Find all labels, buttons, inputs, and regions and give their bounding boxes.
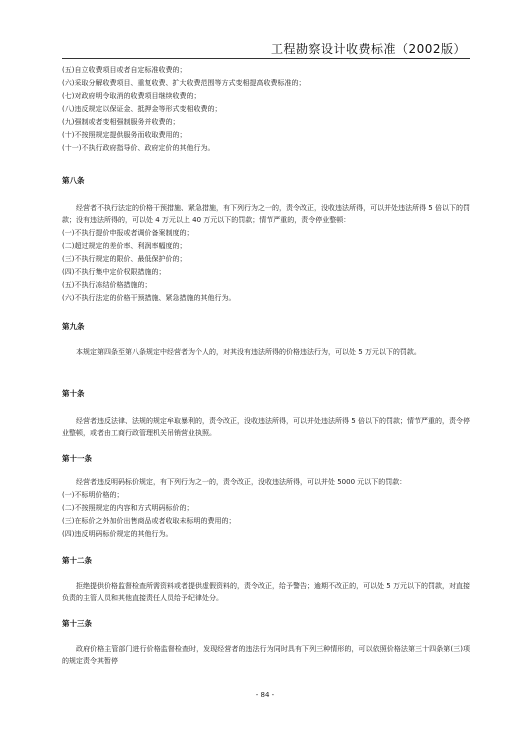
article-9-title: 第九条 — [62, 322, 85, 331]
list-item: (一)不标明价格的； — [62, 491, 124, 499]
list-item: (九)强制或者变相强制服务并收费的； — [62, 118, 180, 126]
list-item: (二)超过规定的差价率、利润率幅度的； — [62, 242, 187, 250]
article-8-text: 经营者不执行法定的价格干预措施、紧急措施，有下列行为之一的，责令改正，没收违法所得，可以并处违法所得 5 倍以下的罚款；没有违法所得的，可以处 4 万元以上 40 万元以下的罚款；情节严重的，责令停业整顿： — [62, 204, 470, 224]
list-item: (三)在标价之外加价出售商品或者收取未标明的费用的； — [62, 517, 236, 525]
article-13-text: 政府价格主管部门进行价格监督检查时，发现经营者的违法行为同时具有下列三种情形的，可以依照价格法第三十四条第(三)项的规定责令其暂停 — [62, 645, 470, 665]
article-10-text: 经营者违反法律、法规的规定牟取暴利的，责令改正，没收违法所得，可以并处违法所得 5 倍以下的罚款；情节严重的，责令停业整顿，或者由工商行政管理机关吊销营业执照。 — [62, 417, 470, 437]
list-item: (三)不执行规定的限价、最低保护价的； — [62, 255, 187, 263]
article-12-text: 拒绝提供价格监督检查所需资料或者提供虚假资料的，责令改正，给予警告；逾期不改正的，可以处 5 万元以下的罚款，对直接负责的主管人员和其他直接责任人员给予纪律处分。 — [62, 582, 470, 602]
list-item: (四)违反明码标价规定的其他行为。 — [62, 530, 173, 538]
list-item: (十)不按照规定提供服务而收取费用的； — [62, 131, 187, 139]
article-9-text: 本规定第四条至第八条规定中经营者为个人的，对其没有违法所得的价格违法行为，可以处 5 万元以下的罚款。 — [76, 348, 421, 356]
list-item: (五)不执行冻结价格措施的； — [62, 281, 152, 289]
article-8-list — [62, 228, 470, 303]
list-item: (七)对政府明令取消的收费项目继续收费的； — [62, 92, 201, 100]
page-content — [62, 62, 470, 667]
page-number: - 84 - — [255, 691, 275, 699]
page-header-title: 工程勘察设计收费标准（2002版） — [270, 42, 466, 56]
list-item: (六)采取分解收费项目、重复收费、扩大收费范围等方式变相提高收费标准的； — [62, 79, 306, 87]
article-11-list — [62, 490, 470, 539]
list-item: (二)不按照规定的内容和方式明码标价的； — [62, 504, 194, 512]
list-item: (十一)不执行政府指导价、政府定价的其他行为。 — [62, 144, 215, 152]
article-10-title: 第十条 — [62, 389, 85, 398]
list-item: (一)不执行提价申报或者调价备案制度的； — [62, 229, 194, 237]
article-11-title: 第十一条 — [62, 454, 92, 463]
list-item: (四)不执行集中定价权限措施的； — [62, 268, 166, 276]
article-11-text: 经营者违反明码标价规定，有下列行为之一的，责令改正，没收违法所得，可以并处 5000 元以下的罚款： — [76, 478, 407, 486]
article-8-title: 第八条 — [62, 176, 85, 185]
article-12-title: 第十二条 — [62, 556, 92, 565]
list-item: (八)违反规定以保证金、抵押金等形式变相收费的； — [62, 105, 222, 113]
continued-list — [62, 65, 470, 153]
list-item: (六)不执行法定的价格干预措施、紧急措施的其他行为。 — [62, 294, 236, 302]
article-13-title: 第十三条 — [62, 619, 92, 628]
header-divider — [62, 58, 470, 59]
list-item: (五)自立收费项目或者自定标准收费的； — [62, 66, 187, 74]
